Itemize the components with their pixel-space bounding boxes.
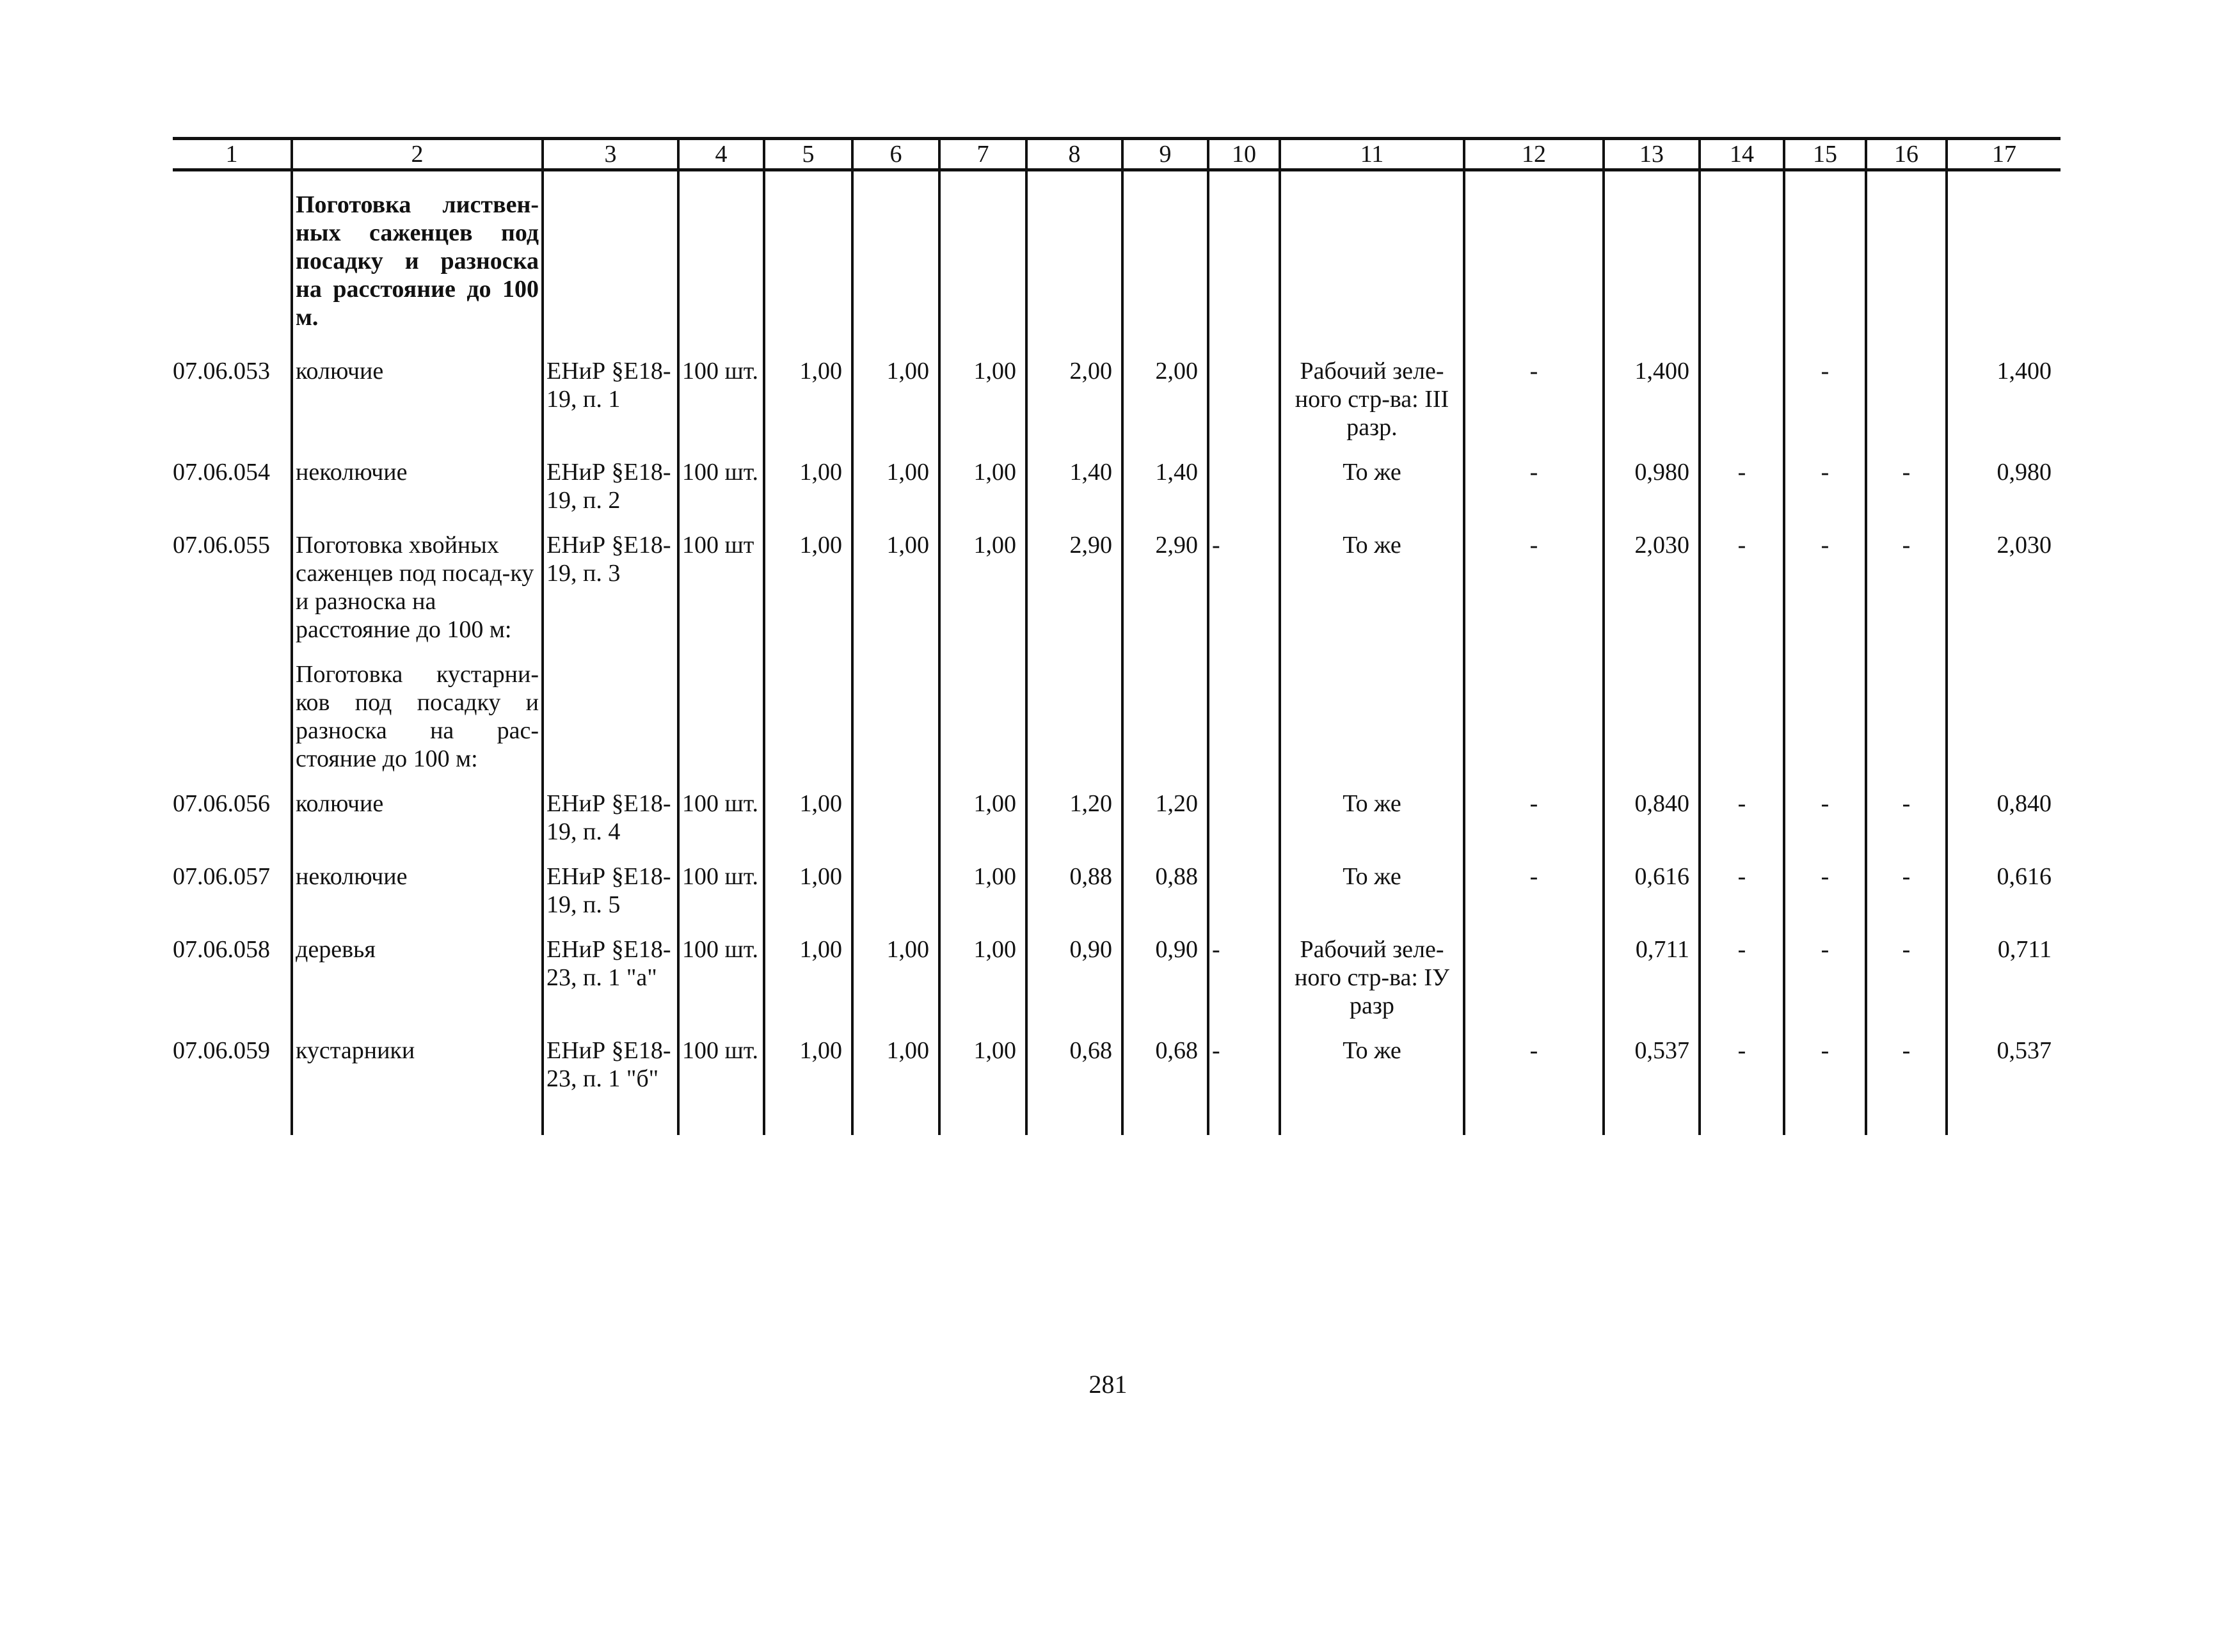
row-cell-c11: Рабочий зеле-ного стр-ва: IУ разр: [1280, 935, 1464, 1036]
table-tail: [173, 1109, 2061, 1135]
empty-cell: [1280, 660, 1464, 790]
row-code: 07.06.053: [173, 358, 270, 385]
row-name: колючие: [292, 790, 543, 862]
row-norm-ref: ЕНиР §Е18-19, п. 5: [543, 862, 678, 935]
col-header-11: 11: [1280, 139, 1464, 170]
row-cell-c8: 1,40: [1026, 458, 1122, 531]
row-name: деревья: [292, 935, 543, 1036]
row-cell-c5: 1,00: [764, 935, 852, 1036]
row-norm-ref: ЕНиР §Е18-19, п. 4: [543, 790, 678, 862]
empty-cell: [1784, 1109, 1866, 1135]
row-cell-c12: -: [1464, 458, 1604, 531]
col-header-3: 3: [543, 139, 678, 170]
row-unit: 100 шт.: [678, 458, 764, 531]
col-header-10: 10: [1208, 139, 1280, 170]
row-cell-c17: 2,030: [1947, 531, 2061, 660]
row-cell-c17: 0,537: [1947, 1036, 2061, 1109]
row-cell-c16: -: [1866, 531, 1947, 660]
empty-cell: [1208, 1109, 1280, 1135]
row-cell-c9: 2,90: [1122, 531, 1208, 660]
row-cell-c6: 1,00: [852, 458, 939, 531]
row-cell-c15: -: [1784, 790, 1866, 862]
row-cell-c6: [852, 862, 939, 935]
row-code: 07.06.056: [173, 790, 270, 817]
row-cell-c7: 1,00: [939, 531, 1026, 660]
empty-cell: [543, 660, 678, 790]
row-cell-c11: То же: [1280, 790, 1464, 862]
row-cell-c6: 1,00: [852, 357, 939, 458]
row-cell-c11: То же: [1280, 531, 1464, 660]
col-header-2: 2: [292, 139, 543, 170]
row-cell-c9: 1,40: [1122, 458, 1208, 531]
row-code: 07.06.058: [173, 936, 270, 963]
group-title-deciduous: Поготовка листвен-ных саженцев под посадку и разноска на расстояние до 100 м.: [292, 170, 543, 358]
row-norm-ref: ЕНиР §Е18-19, п. 2: [543, 458, 678, 531]
col-header-14: 14: [1700, 139, 1784, 170]
row-cell-c17: 0,840: [1947, 790, 2061, 862]
row-cell-c10: -: [1208, 935, 1280, 1036]
row-cell-c17: 1,400: [1947, 357, 2061, 458]
row-norm-ref: ЕНиР §Е18-23, п. 1 "б": [543, 1036, 678, 1109]
empty-cell: [1700, 660, 1784, 790]
row-cell-c5: 1,00: [764, 1036, 852, 1109]
col-header-8: 8: [1026, 139, 1122, 170]
row-cell-c5: 1,00: [764, 458, 852, 531]
empty-cell: [1464, 1109, 1604, 1135]
empty-cell: [1026, 1109, 1122, 1135]
empty-cell: [1947, 660, 2061, 790]
empty-cell: [1947, 1109, 2061, 1135]
row-cell-c8: 0,90: [1026, 935, 1122, 1036]
row-cell-c17: 0,980: [1947, 458, 2061, 531]
empty-cell: [1866, 660, 1947, 790]
row-cell-c16: -: [1866, 862, 1947, 935]
col-header-16: 16: [1866, 139, 1947, 170]
empty-cell: [1122, 1109, 1208, 1135]
row-cell-c5: 1,00: [764, 862, 852, 935]
norms-table-sheet: [173, 137, 2061, 1135]
empty-cell: [1866, 1109, 1947, 1135]
empty-cell: [1280, 1109, 1464, 1135]
row-cell-c14: -: [1700, 531, 1784, 660]
row-norm-ref: ЕНиР §Е18-19, п. 1: [543, 357, 678, 458]
col-header-12: 12: [1464, 139, 1604, 170]
row-cell-c5: 1,00: [764, 531, 852, 660]
row-cell-c8: 0,88: [1026, 862, 1122, 935]
row-code: 07.06.054: [173, 459, 270, 486]
empty-cell: [852, 1109, 939, 1135]
row-name: неколючие: [292, 458, 543, 531]
empty-cell: [678, 660, 764, 790]
row-cell-c12: -: [1464, 1036, 1604, 1109]
row-cell-c7: 1,00: [939, 458, 1026, 531]
group-title-shrubs: Поготовка кустарни-ков под посадку и разноска на рас-стояние до 100 м:: [292, 660, 543, 790]
empty-cell: [1784, 660, 1866, 790]
group-heading-row: [173, 660, 2061, 790]
row-cell-c9: 0,68: [1122, 1036, 1208, 1109]
row-cell-c14: -: [1700, 790, 1784, 862]
row-cell-c12: -: [1464, 531, 1604, 660]
row-cell-c7: 1,00: [939, 862, 1026, 935]
empty-cell: [678, 1109, 764, 1135]
empty-cell: [852, 660, 939, 790]
row-cell-c15: -: [1784, 1036, 1866, 1109]
row-name: колючие: [292, 357, 543, 458]
row-cell-c15: -: [1784, 458, 1866, 531]
row-cell-c16: -: [1866, 935, 1947, 1036]
row-cell-c10: [1208, 357, 1280, 458]
col-header-1: 1: [173, 139, 292, 170]
empty-cell: [1700, 1109, 1784, 1135]
row-name: кустарники: [292, 1036, 543, 1109]
row-cell-c17: 0,711: [1947, 935, 2061, 1036]
empty-cell: [1604, 1109, 1700, 1135]
row-unit: 100 шт.: [678, 1036, 764, 1109]
empty-cell: [173, 1109, 292, 1135]
empty-cell: [292, 1109, 543, 1135]
table-row: [173, 458, 2061, 531]
column-number-header: [173, 139, 2061, 170]
row-cell-c15: -: [1784, 862, 1866, 935]
row-cell-c10: [1208, 458, 1280, 531]
row-cell-c7: 1,00: [939, 935, 1026, 1036]
row-code: 07.06.059: [173, 1037, 270, 1064]
row-unit: 100 шт: [678, 531, 764, 660]
row-cell-c12: -: [1464, 357, 1604, 458]
group-heading-row: [173, 170, 2061, 358]
row-cell-c6: [852, 790, 939, 862]
row-cell-c9: 2,00: [1122, 357, 1208, 458]
empty-cell: [1604, 660, 1700, 790]
row-cell-c7: 1,00: [939, 790, 1026, 862]
table-row: [173, 790, 2061, 862]
empty-cell: [543, 1109, 678, 1135]
norms-table: [173, 137, 2061, 1135]
row-norm-ref: ЕНиР §Е18-23, п. 1 "а": [543, 935, 678, 1036]
empty-cell: [1464, 660, 1604, 790]
col-header-5: 5: [764, 139, 852, 170]
row-code: 07.06.057: [173, 863, 270, 890]
row-cell-c5: 1,00: [764, 790, 852, 862]
row-cell-c6: 1,00: [852, 935, 939, 1036]
row-code: 07.06.055: [173, 532, 270, 559]
row-cell-c8: 1,20: [1026, 790, 1122, 862]
row-unit: 100 шт.: [678, 862, 764, 935]
row-cell-c9: 0,90: [1122, 935, 1208, 1036]
row-cell-c9: 1,20: [1122, 790, 1208, 862]
row-cell-c14: -: [1700, 862, 1784, 935]
row-cell-c16: -: [1866, 1036, 1947, 1109]
row-cell-c11: То же: [1280, 1036, 1464, 1109]
row-cell-c5: 1,00: [764, 357, 852, 458]
table-row: [173, 862, 2061, 935]
col-header-13: 13: [1604, 139, 1700, 170]
col-header-4: 4: [678, 139, 764, 170]
row-cell-c15: -: [1784, 531, 1866, 660]
row-name: неколючие: [292, 862, 543, 935]
row-cell-c11: То же: [1280, 862, 1464, 935]
col-header-9: 9: [1122, 139, 1208, 170]
row-unit: 100 шт.: [678, 790, 764, 862]
empty-cell: [764, 660, 852, 790]
table-row: [173, 531, 2061, 660]
row-cell-c13: 0,537: [1604, 1036, 1700, 1109]
empty-cell: [1026, 660, 1122, 790]
row-cell-c16: -: [1866, 458, 1947, 531]
page-number: 281: [1088, 1370, 1128, 1399]
row-cell-c11: То же: [1280, 458, 1464, 531]
empty-cell: [1122, 660, 1208, 790]
row-cell-c8: 0,68: [1026, 1036, 1122, 1109]
empty-cell: [939, 1109, 1026, 1135]
row-cell-c12: [1464, 935, 1604, 1036]
row-cell-c16: -: [1866, 790, 1947, 862]
row-cell-c15: -: [1784, 935, 1866, 1036]
row-cell-c7: 1,00: [939, 357, 1026, 458]
row-cell-c14: -: [1700, 458, 1784, 531]
row-unit: 100 шт.: [678, 935, 764, 1036]
row-cell-c14: [1700, 357, 1784, 458]
row-cell-c11: Рабочий зеле-ного стр-ва: III разр.: [1280, 357, 1464, 458]
row-cell-c12: -: [1464, 862, 1604, 935]
col-header-17: 17: [1947, 139, 2061, 170]
row-cell-c13: 0,840: [1604, 790, 1700, 862]
empty-cell: [1208, 660, 1280, 790]
empty-cell: [939, 660, 1026, 790]
empty-cell: [173, 660, 292, 790]
row-cell-c10: [1208, 862, 1280, 935]
row-norm-ref: ЕНиР §Е18-19, п. 3: [543, 531, 678, 660]
row-cell-c13: 0,711: [1604, 935, 1700, 1036]
col-header-7: 7: [939, 139, 1026, 170]
row-name: Поготовка хвойных саженцев под посад-ку и разноска на расстояние до 100 м:: [292, 531, 543, 660]
row-cell-c13: 2,030: [1604, 531, 1700, 660]
table-row: [173, 1036, 2061, 1109]
row-cell-c15: -: [1784, 357, 1866, 458]
row-cell-c13: 0,616: [1604, 862, 1700, 935]
empty-cell: [764, 1109, 852, 1135]
col-header-15: 15: [1784, 139, 1866, 170]
row-cell-c10: -: [1208, 1036, 1280, 1109]
row-cell-c12: -: [1464, 790, 1604, 862]
row-cell-c10: [1208, 790, 1280, 862]
row-cell-c7: 1,00: [939, 1036, 1026, 1109]
row-cell-c14: -: [1700, 1036, 1784, 1109]
row-cell-c8: 2,90: [1026, 531, 1122, 660]
table-row: [173, 935, 2061, 1036]
row-cell-c16: [1866, 357, 1947, 458]
row-cell-c9: 0,88: [1122, 862, 1208, 935]
row-cell-c13: 0,980: [1604, 458, 1700, 531]
row-cell-c14: -: [1700, 935, 1784, 1036]
col-header-6: 6: [852, 139, 939, 170]
row-cell-c6: 1,00: [852, 531, 939, 660]
row-cell-c8: 2,00: [1026, 357, 1122, 458]
row-cell-c13: 1,400: [1604, 357, 1700, 458]
row-cell-c10: -: [1208, 531, 1280, 660]
row-unit: 100 шт.: [678, 357, 764, 458]
table-row: [173, 357, 2061, 458]
row-cell-c6: 1,00: [852, 1036, 939, 1109]
row-cell-c17: 0,616: [1947, 862, 2061, 935]
